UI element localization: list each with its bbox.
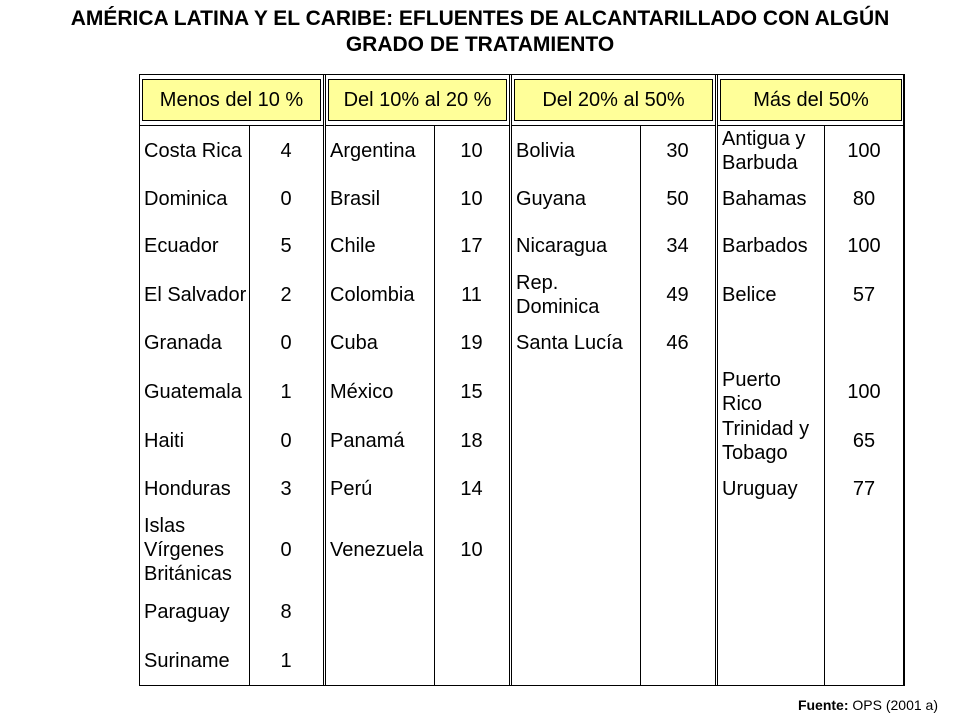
country-name: Puerto Rico	[722, 368, 781, 415]
country-value: 100	[847, 380, 881, 403]
country-name: Paraguay	[144, 600, 230, 623]
data-table	[139, 74, 904, 686]
group-header: Menos del 10 %	[142, 79, 321, 121]
country-name: Chile	[330, 235, 376, 257]
country-name: Belice	[722, 283, 777, 306]
country-name: Granada	[144, 332, 222, 354]
group-header: Más del 50%	[720, 79, 902, 121]
country-name: Islas Vírgenes Británicas	[144, 515, 232, 585]
group-border-right	[323, 74, 324, 686]
country-value: 10	[460, 539, 483, 561]
country-name: Rep. Dominica	[516, 271, 600, 318]
group-border-right	[715, 74, 716, 686]
country-name: Argentina	[330, 139, 416, 162]
source-label: Fuente:	[797, 697, 849, 713]
country-value: 5	[280, 235, 292, 257]
country-value	[824, 319, 904, 367]
group-border-right	[509, 74, 510, 686]
country-value: 10	[460, 188, 483, 210]
country-name: Haiti	[144, 429, 185, 452]
country-name: México	[330, 380, 394, 403]
country-value: 0	[280, 188, 292, 210]
page-title	[0, 6, 960, 58]
country-name: Colombia	[330, 283, 415, 306]
country-name	[717, 319, 824, 367]
group-header: Del 10% al 20 %	[328, 79, 507, 121]
country-value: 10	[460, 139, 483, 162]
group-border-right	[904, 74, 905, 686]
country-value: 49	[666, 283, 689, 306]
country-value: 18	[460, 429, 483, 452]
country-value: 57	[852, 283, 876, 306]
country-name: Santa Lucía	[516, 332, 623, 354]
country-value: 100	[847, 235, 881, 257]
country-name: Guyana	[516, 188, 587, 210]
country-value: 2	[280, 283, 292, 306]
group-header: Del 20% al 50%	[514, 79, 713, 121]
title-line-1: AMÉRICA LATINA Y EL CARIBE: EFLUENTES DE ALCANTARILLADO CON ALGÚN	[70, 7, 890, 30]
title-line-2: GRADO DE TRATAMIENTO	[345, 33, 615, 56]
country-value: 77	[852, 478, 876, 500]
source-text: OPS (2001 a)	[848, 697, 938, 713]
country-value: 46	[666, 332, 689, 354]
country-name: Nicaragua	[516, 235, 608, 257]
country-value: 1	[280, 650, 292, 672]
country-name: El Salvador	[144, 283, 247, 306]
country-value: 1	[280, 380, 292, 403]
country-value: 0	[280, 539, 292, 561]
country-value: 14	[460, 478, 483, 500]
country-name: Honduras	[144, 478, 231, 500]
source-note	[798, 697, 938, 713]
country-name: Venezuela	[330, 539, 424, 561]
country-value: 8	[280, 600, 292, 623]
country-name: Barbados	[722, 235, 808, 257]
country-name: Suriname	[144, 650, 230, 672]
country-name: Antigua y Barbuda	[722, 127, 806, 174]
country-name: Dominica	[144, 188, 228, 210]
country-name: Ecuador	[144, 235, 219, 257]
country-value: 19	[460, 332, 483, 354]
country-name: Bahamas	[722, 188, 807, 210]
country-value: 4	[280, 139, 292, 162]
country-name: Costa Rica	[144, 139, 242, 162]
country-name: Guatemala	[144, 380, 242, 403]
country-value: 50	[666, 188, 689, 210]
country-name: Brasil	[330, 188, 381, 210]
country-value: 17	[460, 235, 483, 257]
country-name: Trinidad y Tobago	[722, 417, 810, 464]
country-value: 100	[847, 139, 881, 162]
country-value: 65	[852, 429, 876, 452]
country-value: 11	[461, 283, 482, 306]
country-name: Uruguay	[722, 478, 798, 500]
country-value: 0	[280, 332, 292, 354]
country-value: 34	[666, 235, 689, 257]
country-name: Cuba	[330, 332, 378, 354]
country-value: 3	[280, 478, 292, 500]
country-name: Perú	[330, 478, 373, 500]
country-name: Bolivia	[516, 139, 575, 162]
country-value: 0	[280, 429, 292, 452]
country-name: Panamá	[330, 429, 405, 452]
country-value: 80	[852, 188, 876, 210]
country-value: 30	[666, 139, 689, 162]
country-value: 15	[460, 380, 483, 403]
